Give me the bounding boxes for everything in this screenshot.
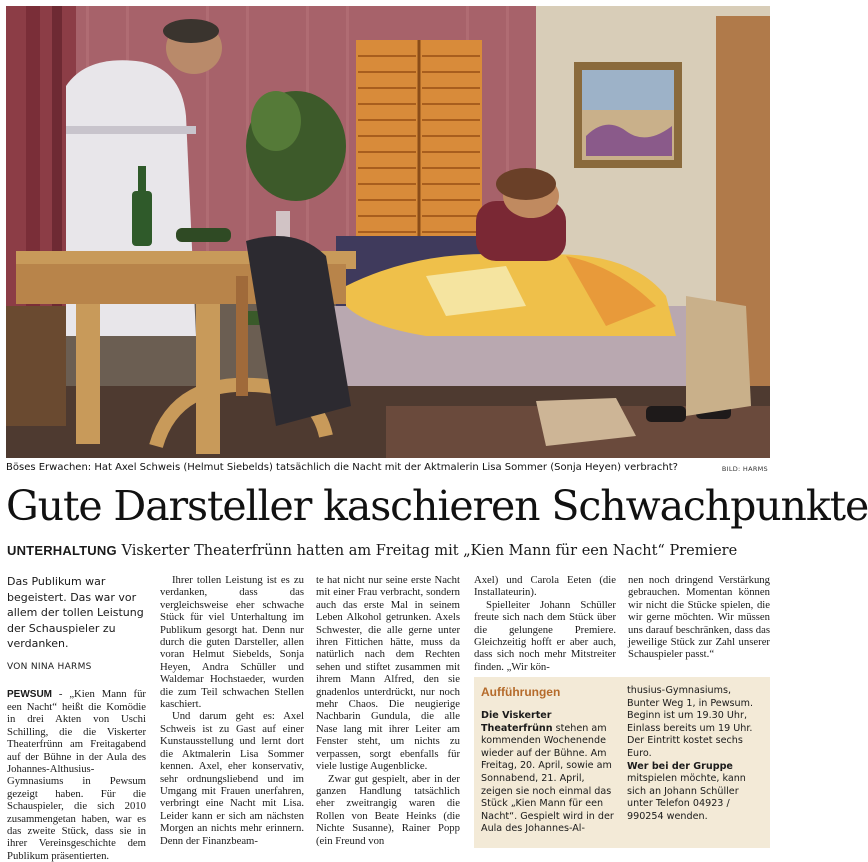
article-photo [6,6,770,458]
info-box-title: Aufführungen [481,685,561,699]
article-paragraph [7,688,146,862]
article-paragraph: nen noch dringend Verstärkung gebrauchen. Momentan können wir nicht die Stücke spielen, die wir gerne möchten. Wir müssen uns darauf beschränken, dass das jeweilige Stück zur Zahl unserer Schauspieler passt.“ [628,574,770,661]
photo-credit: BILD: HARMS [721,465,768,473]
section-tag: UNTERHALTUNG [7,543,117,558]
intro-column [7,574,146,862]
info-lead-bold: Die Viskerter Theaterfrünn [481,710,553,734]
article-paragraph: Axel) und Carola Eeten (die Installateurin). [474,574,616,599]
photo-caption [6,461,770,475]
info-box [474,677,770,848]
info-text: thusius-Gymnasiums, Bunter Weg 1, in Pewsum. Beginn ist um 19.30 Uhr, Einlass bereits um 19 Uhr. Der Eintritt kostet sechs Euro. [627,685,754,759]
kicker [7,540,771,561]
info-box-column-1 [481,710,615,836]
dateline: PEWSUM [7,688,52,700]
article-paragraph: te hat nicht nur seine erste Nacht mit einer Frau verbracht, sondern auch das erste Mal in seinem Leben Alkohol getrunken. Axels Schwester, die alle gerne unter ihren Fittichen hätte, muss da natürlich nach dem Rechten sehen und stiftet zusammen mit ihrem Mann Alfred, den sie gnadenlos unterdrückt, nur noch mehr Chaos. Die neugierige Nachbarin Gundula, die alle Nase lang mit ihrer Leiter am Fenster steht, um nichts zu verpassen, sorgt ebenfalls für viele lustige Augenblicke. [316,574,460,773]
caption-text: Böses Erwachen: Hat Axel Schweis (Helmut Siebelds) tatsächlich die Nacht mit der Aktmalerin Lisa Sommer (Sonja Heyen) verbracht? [6,462,678,473]
info-lead-bold: Wer bei der Gruppe [627,760,733,772]
column-5 [628,574,770,661]
info-box-column-2 [627,685,765,824]
column-3 [316,574,460,847]
subheadline: Viskerter Theaterfrünn hatten am Freitag mit „Kien Mann für een Nacht“ Premiere [121,543,738,559]
headline: Gute Darsteller kaschieren Schwachpunkte [6,482,868,530]
byline: VON NINA HARMS [7,661,92,672]
col1-text: - „Kien Mann für een Nacht“ heißt die Komödie in drei Akten von Uschi Schilling, die die Viskerter Theaterfrünn am Freitagabend auf der Bühne in der Aula des Johannes-Althusius-Gymnasiums in Pewsum gezeigt haben. Für die Schauspieler, die sich 2010 zusammengetan haben, war es das zweite Stück, dass sie in ihrer Vereinsgeschichte dem Publikum präsentierten. [7,687,146,862]
article-paragraph: Spielleiter Johann Schüller freute sich nach dem Stück über die gelungene Premiere. Gleichzeitig hofft er aber auch, dass sich noch mehr Mitstreiter finden. „Wir kön- [474,598,616,673]
info-text: stehen am kommenden Wochenende wieder auf der Bühne. Am Freitag, 20. April, sowie am Sonnabend, 21. April, zeigen sie noch einmal das Stück „Kien Mann für een Nacht“. Gespielt wird in der Aula des Johannes-Al- [481,722,614,835]
article-paragraph: Ihrer tollen Leistung ist es zu verdanken, dass das vergleichsweise eher schwache Stück für viel Unterhaltung im Publikum gesorgt hat. Denn nur durch die guten Darsteller, allen voran Helmut Siebelds, Sonja Heyen, Andra Schüller und Waldemar Hochstaeder, wurden die zum Teil schwachen Stellen kaschiert. [160,574,304,711]
intro-text: Das Publikum war begeistert. Das war vor allem der tollen Leistung der Schauspieler zu verdanken. [7,575,144,651]
theater-scene-photo [6,6,770,458]
column-4 [474,574,616,673]
article-paragraph: Und darum geht es: Axel Schweis ist zu Gast auf einer Kunstausstellung und lernt dort die Aktmalerin Lisa Sommer kennen. Axel, eher konservativ, sehr ordnungsliebend und im Umgang mit Frauen unerfahren, verbringt eine Nacht mit Lisa. Leider kann er sich am nächsten Morgen an nichts mehr erinnern. Denn der Finanzbeam- [160,710,304,847]
info-text: mitspielen möchte, kann sich an Johann Schüller unter Telefon 04923 / 990254 wenden. [627,773,746,822]
article-paragraph: Zwar gut gespielt, aber in der ganzen Handlung tatsächlich eher zweitrangig waren die Rollen von Beate Heinks (die Nichte Susanne), Rainer Popp (ein Freund von [316,772,460,847]
column-2 [160,574,304,847]
